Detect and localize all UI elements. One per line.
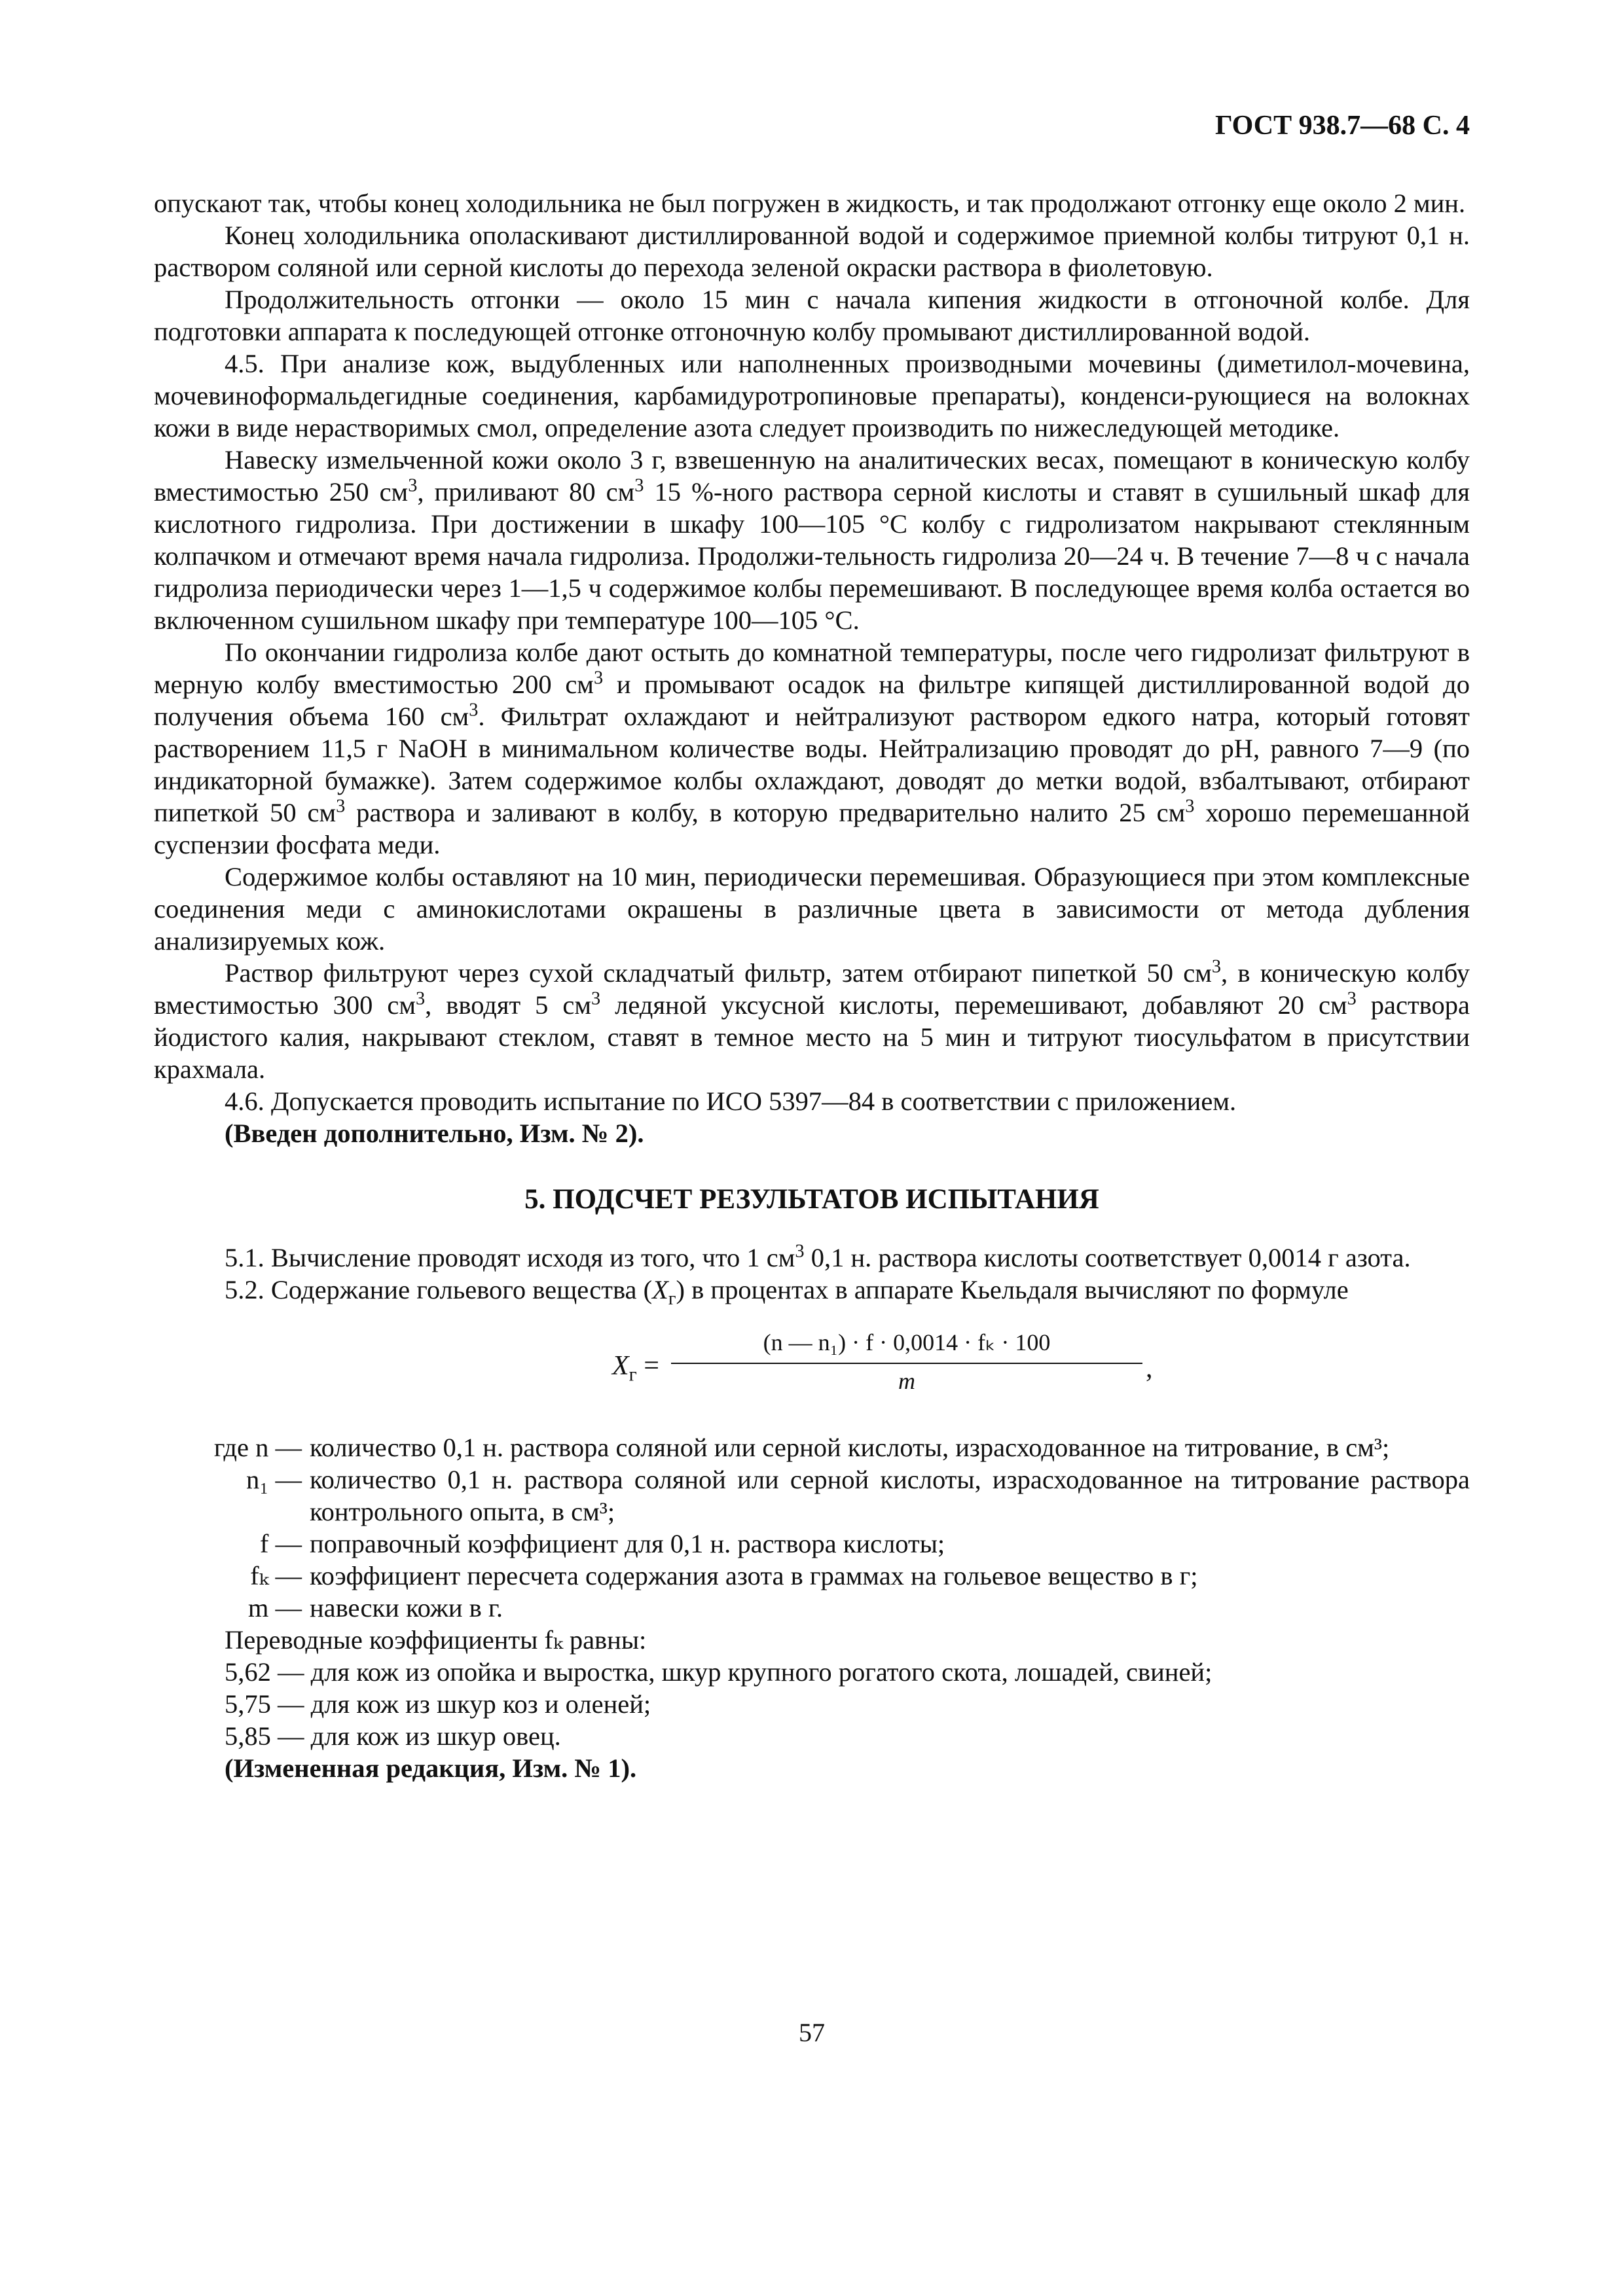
definition-item [154, 1528, 1470, 1560]
definition-label: fₖ — [250, 1561, 302, 1590]
definition-label: f — [259, 1529, 302, 1558]
page-number: 57 [799, 2018, 825, 2047]
formula-denominator: m [898, 1368, 915, 1394]
amendment-note: (Измененная редакция, Изм. № 1). [225, 1753, 637, 1783]
paragraph-naveska: Навеску измельченной кожи около 3 г, взвешенную на аналитических весах, помещают в коническую колбу вместимостью 250 $см^3$, приливают 80 $см^3$ 15 %-ного раствора серной кислоты и ставят в сушильный шкаф для кислотного гидролиза. При достижении в шкафу 100—105 °С колбу с гидролизатом накрывают стеклянным колпачком и отмечают время начала гидролиза. Продолжи-тельность гидролиза 20—24 ч. В течение 7—8 ч с начала гидролиза периодически через 1—1,5 ч содержимое колбы перемешивают. В последующее время колба остается во включенном сушильном шкафу при температуре 100—105 °С. [154, 445, 1470, 635]
definition-item [154, 1431, 1470, 1463]
definition-label: m — [247, 1593, 302, 1623]
definition-item [154, 1560, 1470, 1592]
definitions-list [154, 1431, 1470, 1624]
formula [154, 1320, 1470, 1418]
formula-lhs: $X_г$ = [612, 1351, 659, 1386]
paragraph-rastvor: Раствор фильтруют через сухой складчатый фильтр, затем отбирают пипеткой 50 $см^3$, в коническую колбу вместимостью 300 $см^3$, вводят 5 $см^3$ ледяной уксусной кислоты, перемешивают, добавляют 20 $см^3$ раствора йодистого калия, накрывают стеклом, ставят в темное место на 5 мин и титруют тиосульфатом в присутствии крахмала. [154, 956, 1470, 1084]
paragraph-5-1: 5.1. Вычисление проводят исходя из того, что 1 $см^3$ 0,1 н. раствора кислоты соответствует 0,0014 г азота. [225, 1241, 1411, 1272]
definition-text: навески кожи в г. [310, 1593, 503, 1623]
paragraph: опускают так, чтобы конец холодильника не был погружен в жидкость, и так продолжают отгонку еще около 2 мин. [154, 188, 1466, 218]
paragraph-5-2: 5.2. Содержание гольевого вещества $(X_г)$ в процентах в аппарате Кьельдаля вычисляют по формуле [225, 1275, 1349, 1310]
amendment-note: (Введен дополнительно, Изм. № 2). [225, 1119, 644, 1148]
definition-text: количество 0,1 н. раствора соляной или серной кислоты, израсходованное на титрование раствора контрольного опыта, в см³; [310, 1465, 1470, 1526]
paragraph-okonchanie: По окончании гидролиза колбе дают остыть до комнатной температуры, после чего гидролизат фильтруют в мерную колбу вместимостью 200 $см^3$ и промывают осадок на фильтре кипящей дистиллированной водой до получения объема 160 $см^3$. Фильтрат охлаждают и нейтрализуют раствором едкого натра, который готовят растворением 11,5 г NaOH в минимальном количестве воды. Нейтрализацию проводят до рН, равного 7—9 (по индикаторной бумажке). Затем содержимое колбы охлаждают, доводят до метки водой, взбалтывают, отбирают пипеткой 50 $см^3$ раствора и заливают в колбу, в которую предварительно налито 25 $см^3$ хорошо перемешанной суспензии фосфата меди. [154, 637, 1470, 859]
page-header: ГОСТ 938.7—68 С. 4 [1214, 111, 1470, 141]
formula-numerator: (n — n₁) · f · 0,0014 · fₖ · 100 [763, 1329, 1051, 1355]
definition-text: количество 0,1 н. раствора соляной или серной кислоты, израсходованное на титрование, в см³; [310, 1433, 1390, 1462]
definition-label: n₁ — [246, 1465, 302, 1494]
coefficient-line: 5,75 — для кож из шкур коз и оленей; [225, 1689, 651, 1719]
paragraph-soderzhimoe: Содержимое колбы оставляют на 10 мин, периодически перемешивая. Образующиеся при этом комплексные соединения меди с аминокислотами окрашены в различные цвета в зависимости от метода дубления анализируемых кож. [154, 862, 1470, 956]
definition-item [154, 1592, 1470, 1624]
paragraph: Продолжительность отгонки — около 15 мин с начала кипения жидкости в отгоночной колбе. Для подготовки аппарата к последующей отгонке отгоночную колбу промывают дистиллированной водой. [154, 285, 1470, 346]
definition-text: поправочный коэффициент для 0,1 н. раствора кислоты; [310, 1529, 945, 1558]
paragraph-4-6: 4.6. Допускается проводить испытание по ИСО 5397—84 в соответствии с приложением. [225, 1086, 1237, 1116]
definition-item [154, 1463, 1470, 1528]
paragraph-4-5: 4.5. При анализе кож, выдубленных или наполненных производными мочевины (диметилол-мочевина, мочевиноформальдегидные соединения, карбамидуротропиновые препараты), конденси-рующиеся на волокнах кожи в виде нерастворимых смол, определение азота следует производить по нижеследующей методике. [154, 349, 1470, 442]
formula-comma: , [1146, 1354, 1153, 1384]
paragraph: Конец холодильника ополаскивают дистиллированной водой и содержимое приемной колбы титруют 0,1 н. раствором соляной или серной кислоты до перехода зеленой окраски раствора в фиолетовую. [154, 221, 1470, 282]
definition-label: где n — [213, 1433, 302, 1462]
coefficient-line: 5,62 — для кож из опойка и выростка, шкур крупного рогатого скота, лошадей, свиней; [225, 1657, 1213, 1687]
formula-fraction [671, 1327, 1142, 1397]
coefficients-block [154, 1624, 1470, 1784]
coefficients-intro: Переводные коэффициенты fₖ равны: [225, 1625, 647, 1655]
document-page [154, 0, 1470, 2296]
coefficient-line: 5,85 — для кож из шкур овец. [225, 1721, 561, 1751]
section-title: 5. ПОДСЧЕТ РЕЗУЛЬТАТОВ ИСПЫТАНИЯ [524, 1184, 1099, 1215]
definition-text: коэффициент пересчета содержания азота в граммах на гольевое вещество в г; [310, 1561, 1198, 1590]
document-body [154, 187, 1470, 1784]
